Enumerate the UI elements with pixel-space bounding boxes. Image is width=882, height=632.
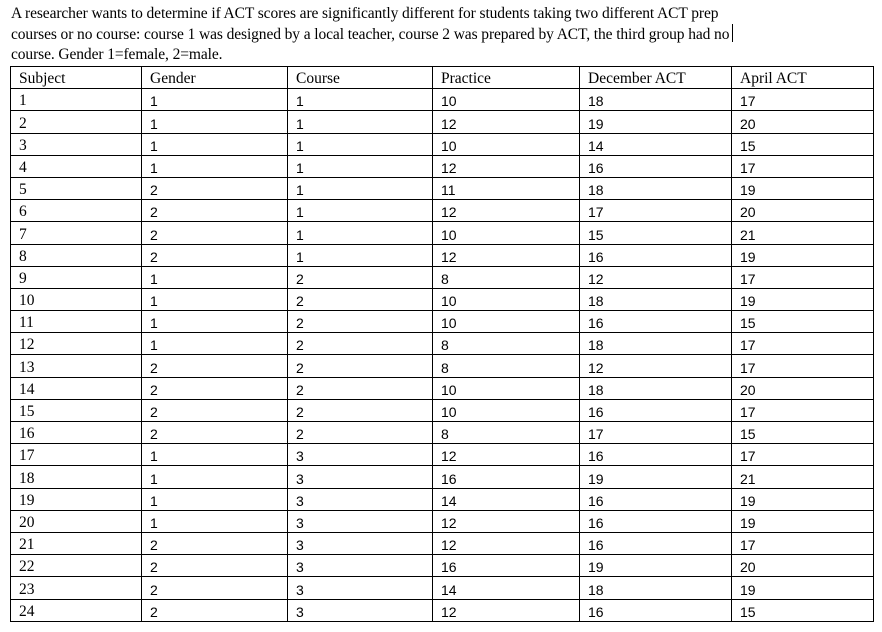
gender-cell: 1 bbox=[142, 133, 288, 155]
practice-cell: 10 bbox=[433, 288, 580, 310]
gender-cell: 1 bbox=[142, 444, 288, 466]
subject-cell: 19 bbox=[11, 488, 142, 510]
problem-statement bbox=[11, 4, 871, 65]
header-subject: Subject bbox=[11, 67, 142, 89]
practice-cell: 12 bbox=[433, 510, 580, 532]
table-row bbox=[11, 244, 874, 266]
header-april-act: April ACT bbox=[732, 67, 874, 89]
table-row bbox=[11, 532, 874, 554]
practice-cell: 12 bbox=[433, 155, 580, 177]
april-act-cell: 15 bbox=[732, 599, 874, 621]
gender-cell: 1 bbox=[142, 488, 288, 510]
table-row bbox=[11, 311, 874, 333]
december-act-cell: 18 bbox=[580, 333, 732, 355]
gender-cell: 2 bbox=[142, 244, 288, 266]
table-row bbox=[11, 355, 874, 377]
course-cell: 3 bbox=[288, 599, 433, 621]
april-act-cell: 20 bbox=[732, 111, 874, 133]
table-row bbox=[11, 266, 874, 288]
practice-cell: 16 bbox=[433, 466, 580, 488]
december-act-cell: 12 bbox=[580, 266, 732, 288]
subject-cell: 4 bbox=[11, 155, 142, 177]
subject-cell: 23 bbox=[11, 577, 142, 599]
december-act-cell: 16 bbox=[580, 532, 732, 554]
table-row bbox=[11, 422, 874, 444]
course-cell: 2 bbox=[288, 266, 433, 288]
subject-cell: 20 bbox=[11, 510, 142, 532]
december-act-cell: 18 bbox=[580, 377, 732, 399]
april-act-cell: 20 bbox=[732, 200, 874, 222]
december-act-cell: 16 bbox=[580, 599, 732, 621]
table-row bbox=[11, 599, 874, 621]
april-act-cell: 21 bbox=[732, 222, 874, 244]
practice-cell: 8 bbox=[433, 422, 580, 444]
table-row bbox=[11, 333, 874, 355]
december-act-cell: 14 bbox=[580, 133, 732, 155]
subject-cell: 22 bbox=[11, 555, 142, 577]
table-row bbox=[11, 510, 874, 532]
gender-cell: 1 bbox=[142, 266, 288, 288]
header-gender: Gender bbox=[142, 67, 288, 89]
subject-cell: 5 bbox=[11, 177, 142, 199]
practice-cell: 16 bbox=[433, 555, 580, 577]
gender-cell: 2 bbox=[142, 422, 288, 444]
gender-cell: 1 bbox=[142, 155, 288, 177]
course-cell: 3 bbox=[288, 555, 433, 577]
course-cell: 1 bbox=[288, 111, 433, 133]
december-act-cell: 17 bbox=[580, 200, 732, 222]
practice-cell: 12 bbox=[433, 532, 580, 554]
december-act-cell: 16 bbox=[580, 311, 732, 333]
problem-statement-line-3: course. Gender 1=female, 2=male. bbox=[11, 46, 223, 63]
december-act-cell: 19 bbox=[580, 555, 732, 577]
problem-statement-line-1: A researcher wants to determine if ACT scores are significantly different for students taking two different ACT prep bbox=[11, 5, 719, 22]
april-act-cell: 20 bbox=[732, 377, 874, 399]
subject-cell: 12 bbox=[11, 333, 142, 355]
gender-cell: 2 bbox=[142, 355, 288, 377]
course-cell: 2 bbox=[288, 377, 433, 399]
course-cell: 2 bbox=[288, 311, 433, 333]
april-act-cell: 17 bbox=[732, 444, 874, 466]
gender-cell: 1 bbox=[142, 111, 288, 133]
december-act-cell: 15 bbox=[580, 222, 732, 244]
course-cell: 2 bbox=[288, 399, 433, 421]
april-act-cell: 15 bbox=[732, 422, 874, 444]
april-act-cell: 19 bbox=[732, 510, 874, 532]
subject-cell: 2 bbox=[11, 111, 142, 133]
april-act-cell: 17 bbox=[732, 333, 874, 355]
december-act-cell: 16 bbox=[580, 510, 732, 532]
gender-cell: 2 bbox=[142, 599, 288, 621]
course-cell: 1 bbox=[288, 244, 433, 266]
december-act-cell: 19 bbox=[580, 111, 732, 133]
practice-cell: 8 bbox=[433, 333, 580, 355]
table-header-row bbox=[11, 67, 874, 89]
subject-cell: 10 bbox=[11, 288, 142, 310]
practice-cell: 11 bbox=[433, 177, 580, 199]
practice-cell: 12 bbox=[433, 111, 580, 133]
gender-cell: 1 bbox=[142, 466, 288, 488]
december-act-cell: 12 bbox=[580, 355, 732, 377]
gender-cell: 1 bbox=[142, 288, 288, 310]
gender-cell: 1 bbox=[142, 311, 288, 333]
december-act-cell: 16 bbox=[580, 399, 732, 421]
table-row bbox=[11, 488, 874, 510]
header-course: Course bbox=[288, 67, 433, 89]
april-act-cell: 17 bbox=[732, 399, 874, 421]
april-act-cell: 17 bbox=[732, 155, 874, 177]
gender-cell: 2 bbox=[142, 177, 288, 199]
table-row bbox=[11, 177, 874, 199]
april-act-cell: 19 bbox=[732, 177, 874, 199]
gender-cell: 2 bbox=[142, 377, 288, 399]
december-act-cell: 16 bbox=[580, 155, 732, 177]
table-row bbox=[11, 288, 874, 310]
table-row bbox=[11, 155, 874, 177]
subject-cell: 8 bbox=[11, 244, 142, 266]
table-row bbox=[11, 466, 874, 488]
table-row bbox=[11, 555, 874, 577]
course-cell: 1 bbox=[288, 155, 433, 177]
course-cell: 3 bbox=[288, 510, 433, 532]
practice-cell: 8 bbox=[433, 266, 580, 288]
december-act-cell: 16 bbox=[580, 488, 732, 510]
table-row bbox=[11, 222, 874, 244]
practice-cell: 12 bbox=[433, 200, 580, 222]
december-act-cell: 16 bbox=[580, 244, 732, 266]
course-cell: 2 bbox=[288, 333, 433, 355]
practice-cell: 12 bbox=[433, 244, 580, 266]
subject-cell: 16 bbox=[11, 422, 142, 444]
december-act-cell: 19 bbox=[580, 466, 732, 488]
table-row bbox=[11, 399, 874, 421]
course-cell: 1 bbox=[288, 133, 433, 155]
problem-statement-line-2 bbox=[11, 24, 871, 45]
subject-cell: 13 bbox=[11, 355, 142, 377]
subject-cell: 6 bbox=[11, 200, 142, 222]
course-cell: 2 bbox=[288, 355, 433, 377]
course-cell: 3 bbox=[288, 466, 433, 488]
problem-statement-line-2-text: courses or no course: course 1 was designed by a local teacher, course 2 was prepared by ACT, the third group had no bbox=[11, 26, 730, 43]
practice-cell: 14 bbox=[433, 577, 580, 599]
subject-cell: 1 bbox=[11, 89, 142, 111]
december-act-cell: 18 bbox=[580, 577, 732, 599]
practice-cell: 10 bbox=[433, 399, 580, 421]
course-cell: 1 bbox=[288, 177, 433, 199]
subject-cell: 17 bbox=[11, 444, 142, 466]
table-row bbox=[11, 200, 874, 222]
gender-cell: 2 bbox=[142, 200, 288, 222]
practice-cell: 10 bbox=[433, 89, 580, 111]
header-practice: Practice bbox=[433, 67, 580, 89]
april-act-cell: 19 bbox=[732, 288, 874, 310]
act-data-table bbox=[10, 66, 874, 622]
text-cursor bbox=[732, 24, 733, 42]
april-act-cell: 15 bbox=[732, 133, 874, 155]
december-act-cell: 16 bbox=[580, 444, 732, 466]
practice-cell: 10 bbox=[433, 377, 580, 399]
gender-cell: 1 bbox=[142, 89, 288, 111]
practice-cell: 12 bbox=[433, 599, 580, 621]
course-cell: 3 bbox=[288, 444, 433, 466]
gender-cell: 2 bbox=[142, 532, 288, 554]
subject-cell: 21 bbox=[11, 532, 142, 554]
april-act-cell: 21 bbox=[732, 466, 874, 488]
subject-cell: 11 bbox=[11, 311, 142, 333]
april-act-cell: 17 bbox=[732, 355, 874, 377]
april-act-cell: 20 bbox=[732, 555, 874, 577]
april-act-cell: 17 bbox=[732, 89, 874, 111]
course-cell: 1 bbox=[288, 222, 433, 244]
subject-cell: 14 bbox=[11, 377, 142, 399]
course-cell: 1 bbox=[288, 200, 433, 222]
gender-cell: 2 bbox=[142, 555, 288, 577]
header-december-act: December ACT bbox=[580, 67, 732, 89]
table-row bbox=[11, 444, 874, 466]
december-act-cell: 18 bbox=[580, 177, 732, 199]
course-cell: 3 bbox=[288, 577, 433, 599]
april-act-cell: 15 bbox=[732, 311, 874, 333]
april-act-cell: 19 bbox=[732, 244, 874, 266]
course-cell: 3 bbox=[288, 488, 433, 510]
gender-cell: 2 bbox=[142, 577, 288, 599]
practice-cell: 8 bbox=[433, 355, 580, 377]
december-act-cell: 18 bbox=[580, 89, 732, 111]
subject-cell: 18 bbox=[11, 466, 142, 488]
subject-cell: 15 bbox=[11, 399, 142, 421]
practice-cell: 10 bbox=[433, 311, 580, 333]
gender-cell: 1 bbox=[142, 510, 288, 532]
practice-cell: 10 bbox=[433, 222, 580, 244]
course-cell: 2 bbox=[288, 288, 433, 310]
table-row bbox=[11, 377, 874, 399]
april-act-cell: 19 bbox=[732, 577, 874, 599]
table-row bbox=[11, 133, 874, 155]
april-act-cell: 17 bbox=[732, 532, 874, 554]
course-cell: 1 bbox=[288, 89, 433, 111]
december-act-cell: 18 bbox=[580, 288, 732, 310]
gender-cell: 2 bbox=[142, 222, 288, 244]
december-act-cell: 17 bbox=[580, 422, 732, 444]
practice-cell: 10 bbox=[433, 133, 580, 155]
subject-cell: 7 bbox=[11, 222, 142, 244]
practice-cell: 12 bbox=[433, 444, 580, 466]
april-act-cell: 19 bbox=[732, 488, 874, 510]
gender-cell: 1 bbox=[142, 333, 288, 355]
table-row bbox=[11, 89, 874, 111]
practice-cell: 14 bbox=[433, 488, 580, 510]
table-row bbox=[11, 577, 874, 599]
gender-cell: 2 bbox=[142, 399, 288, 421]
course-cell: 2 bbox=[288, 422, 433, 444]
subject-cell: 9 bbox=[11, 266, 142, 288]
table-row bbox=[11, 111, 874, 133]
april-act-cell: 17 bbox=[732, 266, 874, 288]
course-cell: 3 bbox=[288, 532, 433, 554]
subject-cell: 3 bbox=[11, 133, 142, 155]
subject-cell: 24 bbox=[11, 599, 142, 621]
